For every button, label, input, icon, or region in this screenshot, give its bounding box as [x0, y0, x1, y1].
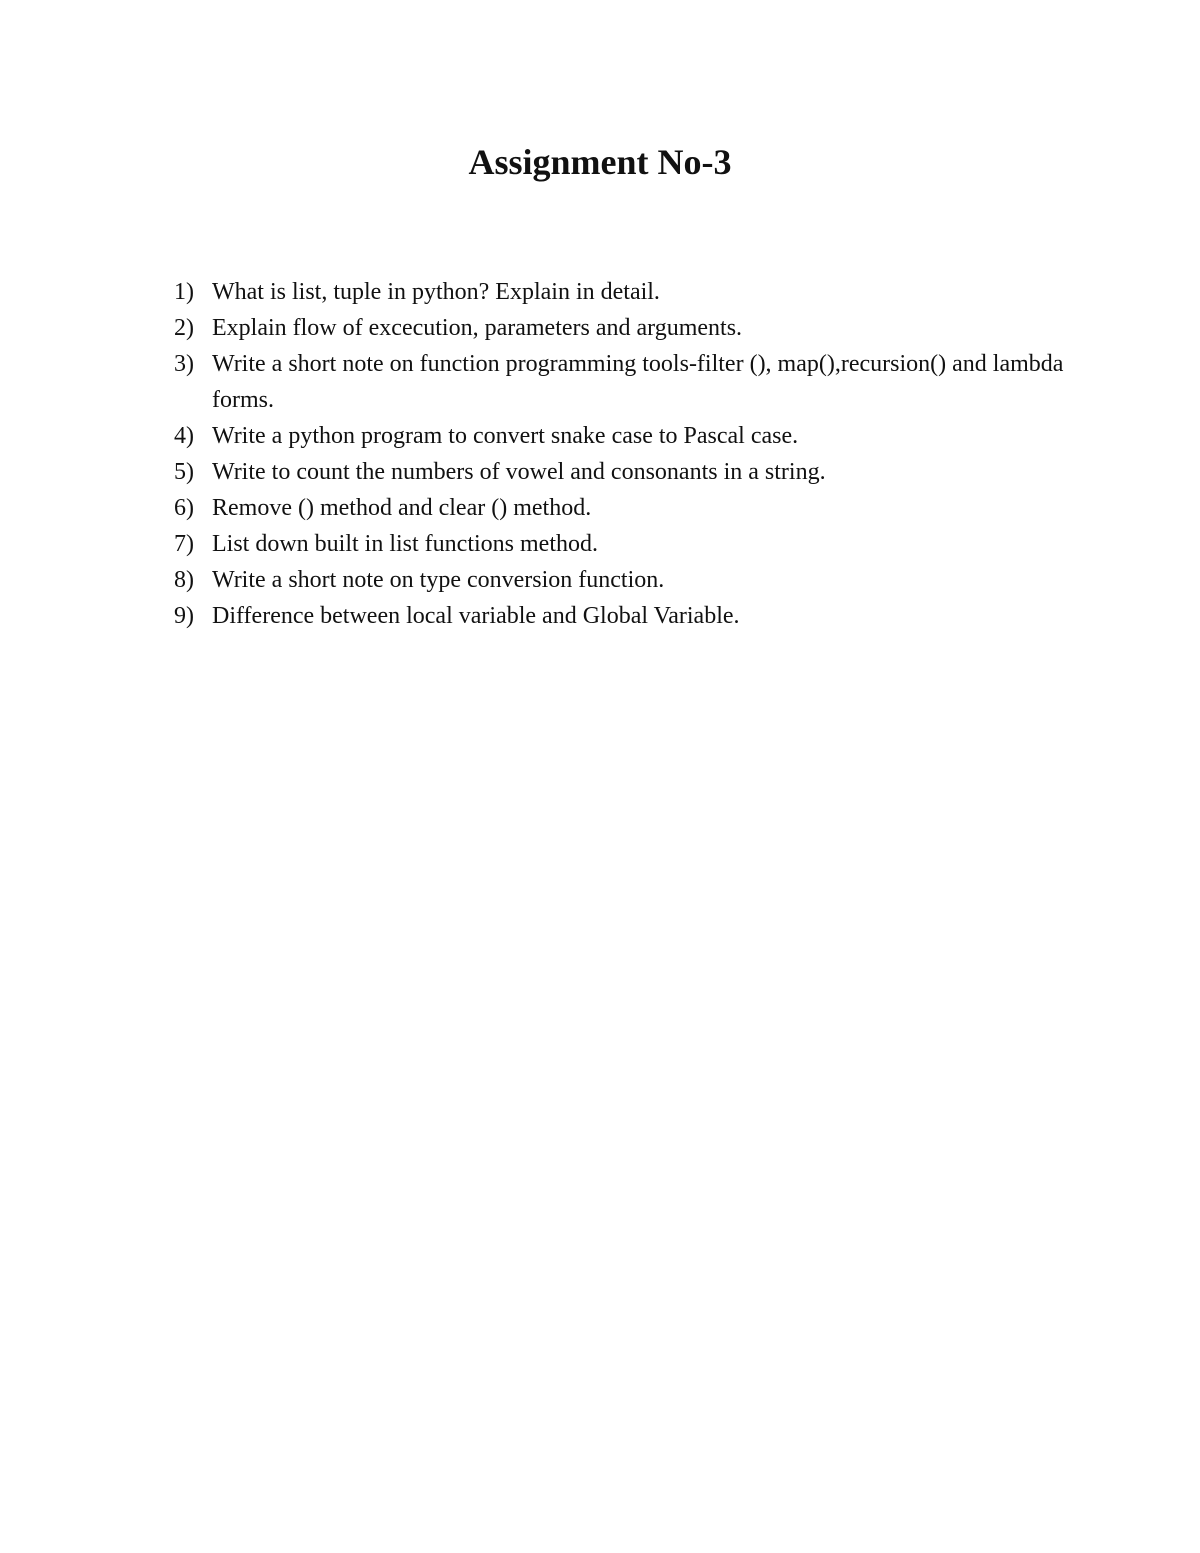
question-number: 1) [174, 279, 194, 305]
question-text: Difference between local variable and Global Variable. [212, 603, 740, 629]
question-number: 4) [174, 423, 194, 449]
list-item [174, 454, 1074, 490]
question-text: What is list, tuple in python? Explain in detail. [212, 279, 660, 305]
question-text: Write a python program to convert snake case to Pascal case. [212, 423, 799, 449]
question-text: Remove () method and clear () method. [212, 495, 592, 521]
question-number: 6) [174, 495, 194, 521]
question-number: 3) [174, 351, 194, 377]
list-item [174, 490, 1074, 526]
question-list [174, 274, 1074, 634]
list-item [174, 346, 1074, 418]
question-text: Write a short note on type conversion function. [212, 567, 665, 593]
list-item [174, 418, 1074, 454]
question-text: List down built in list functions method. [212, 531, 598, 557]
list-item [174, 562, 1074, 598]
question-text: Explain flow of excecution, parameters and arguments. [212, 315, 743, 341]
question-number: 7) [174, 531, 194, 557]
question-number: 5) [174, 459, 194, 485]
question-text: Write to count the numbers of vowel and consonants in a string. [212, 459, 826, 485]
list-item [174, 526, 1074, 562]
list-item [174, 310, 1074, 346]
list-item [174, 598, 1074, 634]
question-number: 9) [174, 603, 194, 629]
list-item [174, 274, 1074, 310]
question-text: Write a short note on function programming tools-filter (), map(),recursion() and lambda forms. [212, 351, 1064, 413]
question-number: 8) [174, 567, 194, 593]
document-title: Assignment No-3 [468, 142, 732, 182]
question-number: 2) [174, 315, 194, 341]
